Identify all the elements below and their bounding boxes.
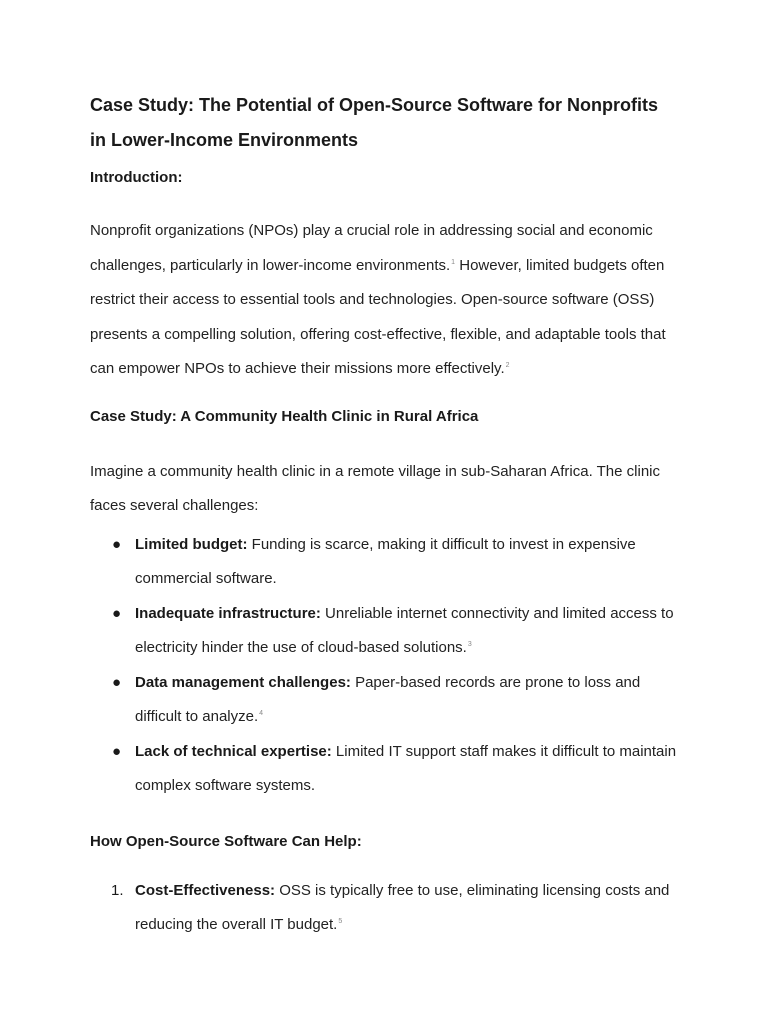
challenge-lead: Data management challenges: [135,673,351,691]
how-oss-helps-heading: How Open-Source Software Can Help: [90,832,362,850]
benefit-text: OSS is typically free to use, eliminating licensing costs and reducing the overall IT budget. [135,881,670,933]
challenge-item [90,528,678,597]
introduction-heading: Introduction: [90,169,183,186]
challenge-lead: Inadequate infrastructure: [135,604,321,622]
benefit-lead: Cost-Effectiveness: [135,881,276,899]
introduction-paragraph [90,214,678,387]
benefit-item [90,874,678,943]
footnote-ref-3[interactable]: 3 [467,641,472,648]
footnote-ref-5[interactable]: 5 [338,918,343,925]
bullet-icon: ● [112,673,122,691]
footnote-ref-4[interactable]: 4 [259,710,264,717]
challenge-item [90,735,678,804]
bullet-icon: ● [112,604,122,622]
challenge-item [90,666,678,735]
footnote-ref-2[interactable]: 2 [505,362,510,369]
case-study-paragraph: Imagine a community health clinic in a remote village in sub-Saharan Africa. The clinic faces several challenges: [90,462,660,514]
document-title: Case Study: The Potential of Open-Source Software for Nonprofits in Lower-Income Environments [90,95,659,150]
bullet-icon: ● [112,742,122,760]
case-study-heading: Case Study: A Community Health Clinic in Rural Africa [90,407,479,425]
challenges-list [90,528,678,804]
challenge-text: Limited IT support staff makes it difficult to maintain complex software systems. [135,742,677,794]
challenge-text: Unreliable internet connectivity and limited access to electricity hinder the use of cloud-based solutions. [135,604,674,656]
footnote-ref-1[interactable]: 1 [451,258,456,266]
bullet-icon: ● [112,535,122,553]
challenge-text: Funding is scarce, making it difficult to invest in expensive commercial software. [135,535,636,587]
list-number: 1. [111,881,124,899]
challenge-lead: Lack of technical expertise: [135,742,332,760]
challenge-item [90,597,678,666]
introduction-text-part1: Nonprofit organizations (NPOs) play a crucial role in addressing social and economic challenges, particularly in lower-income environments. [90,222,653,274]
introduction-text-part2: However, limited budgets often restrict their access to essential tools and technologies. Open-source software (OSS) presents a compelling solution, offering cost-effective, flexible, and adaptable tools that can empower NPOs to achieve their missions more effectively. [90,256,666,377]
challenge-text: Paper-based records are prone to loss and difficult to analyze. [135,673,641,725]
benefits-list [90,874,678,943]
challenge-lead: Limited budget: [135,535,248,553]
